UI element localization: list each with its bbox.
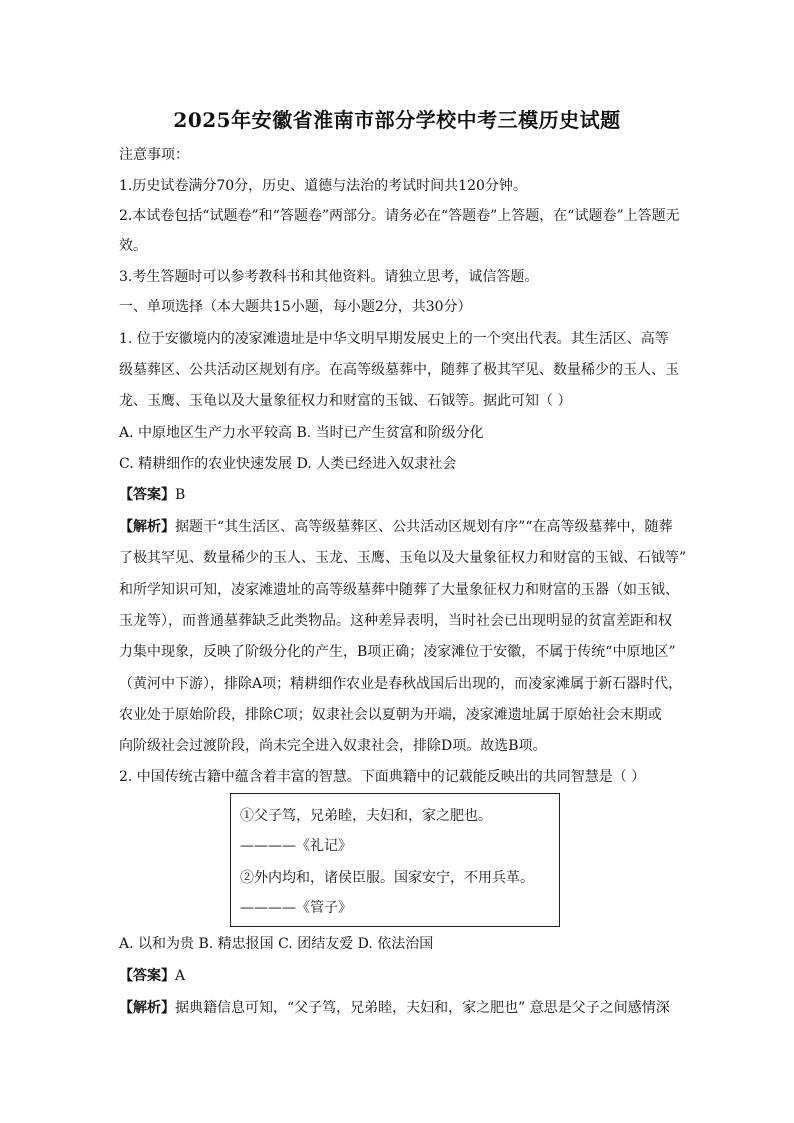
q1-analysis-line-4: 玉龙等），而普通墓葬缺乏此类物品。这种差异表明，当时社会已出现明显的贫富差距和权 <box>119 613 672 629</box>
q1-stem-line-1: 1. 位于安徽境内的凌家滩遗址是中华文明早期发展史上的一个突出代表。其生活区、高等 <box>119 331 669 347</box>
q1-answer-label: 【答案】 <box>119 487 175 503</box>
q1-analysis-line-1 <box>119 517 679 537</box>
q2-analysis-line-1 <box>119 998 679 1018</box>
q2-quote-1-source: ————《礼记》 <box>240 838 352 854</box>
section-heading: 一、单项选择（本大题共15小题，每小题2分，共30分） <box>119 299 472 315</box>
q2-quote-box <box>230 793 560 927</box>
document-title: 2025年安徽省淮南市部分学校中考三模历史试题 <box>173 108 621 132</box>
q1-answer <box>119 485 679 505</box>
q2-quote-2-source: ————《管子》 <box>240 900 352 916</box>
q1-analysis-line-5: 力集中现象，反映了阶级分化的产生，B项正确；凌家滩位于安徽，不属于传统“中原地区” <box>119 644 676 660</box>
q1-analysis-text-1: 据题干“其生活区、高等级墓葬区、公共活动区规划有序”“在高等级墓葬中，随葬 <box>175 519 673 535</box>
notice-heading: 注意事项： <box>119 147 189 163</box>
notice-item-3: 3.考生答题时可以参考教科书和其他资料。请独立思考，诚信答题。 <box>119 269 539 285</box>
notice-item-2-continued: 效。 <box>119 238 147 254</box>
q2-stem: 2. 中国传统古籍中蕴含着丰富的智慧。下面典籍中的记载能反映出的共同智慧是（ ） <box>119 769 646 785</box>
q1-analysis-line-8: 向阶级社会过渡阶段，尚未完全进入奴隶社会，排除D项。故选B项。 <box>119 738 547 754</box>
q1-stem-line-3: 龙、玉鹰、玉龟以及大量象征权力和财富的玉钺、石钺等。据此可知（ ） <box>119 393 572 409</box>
q1-analysis-line-2: 了极其罕见、数量稀少的玉人、玉龙、玉鹰、玉龟以及大量象征权力和财富的玉钺、石钺等” <box>119 550 687 566</box>
q2-analysis-text-1: 据典籍信息可知，“父子笃，兄弟睦，夫妇和，家之肥也” 意思是父子之间感情深 <box>175 1000 670 1016</box>
q2-quote-1: ①父子笃，兄弟睦，夫妇和，家之肥也。 <box>240 808 492 824</box>
q1-analysis-line-7: 农业处于原始阶段，排除C项；奴隶社会以夏朝为开端，凌家滩遗址属于原始社会末期或 <box>119 707 662 723</box>
q1-options-ab: A. 中原地区生产力水平较高 B. 当时已产生贫富和阶级分化 <box>119 425 484 441</box>
q1-analysis-label: 【解析】 <box>119 519 175 535</box>
q1-analysis-line-6: （黄河中下游），排除A项；精耕细作农业是春秋战国后出现的，而凌家滩属于新石器时代， <box>119 676 683 692</box>
q1-options-cd: C. 精耕细作的农业快速发展 D. 人类已经进入奴隶社会 <box>119 456 457 472</box>
q1-analysis-line-3: 和所学知识可知，凌家滩遗址的高等级墓葬中随葬了大量象征权力和财富的玉器（如玉钺、 <box>119 582 679 598</box>
q2-analysis-label: 【解析】 <box>119 1000 175 1016</box>
q2-answer <box>119 966 679 986</box>
q2-options: A. 以和为贵 B. 精忠报国 C. 团结友爱 D. 依法治国 <box>119 936 434 952</box>
q1-answer-value: B <box>175 487 186 503</box>
q2-answer-label: 【答案】 <box>119 968 175 984</box>
q2-quote-2: ②外内均和，诸侯臣服。国家安宁，不用兵革。 <box>240 870 534 886</box>
q2-answer-value: A <box>175 968 186 984</box>
notice-item-2: 2.本试卷包括“试题卷”和“答题卷”两部分。请务必在“答题卷”上答题，在“试题卷”上答题无 <box>119 208 680 224</box>
notice-item-1: 1.历史试卷满分70分，历史、道德与法治的考试时间共120分钟。 <box>119 178 527 194</box>
q1-stem-line-2: 级墓葬区、公共活动区规划有序。在高等级墓葬中，随葬了极其罕见、数量稀少的玉人、玉 <box>119 362 679 378</box>
